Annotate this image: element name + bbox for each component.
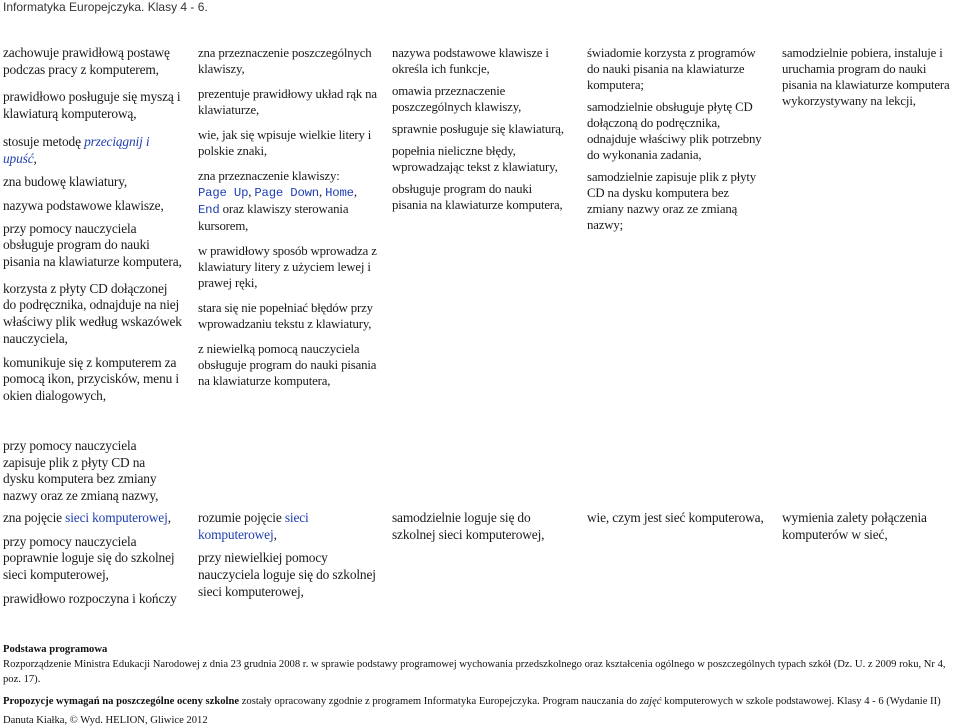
req-text: zna przeznaczenie poszczególnych klawiszy, (198, 46, 372, 76)
req-text: samodzielnie loguje się do szkolnej sieci komputerowej, (392, 510, 545, 542)
row1-col5 (782, 45, 960, 120)
req-text: omawia przeznaczenie poszczególnych klawiszy, (392, 84, 522, 114)
row1-col1b (3, 438, 178, 516)
key-name: End (198, 203, 220, 217)
term-link: przeciągnij i upuść (3, 133, 150, 166)
proposal-line: Propozycje wymagań na poszczególne oceny szkolne zostały opracowany zgodnie z programem Informatyka Europejczyka. Program nauczania do zajęć komputerowych w szkole podstawowej. Klasy 4 - 6 (Wydanie II) (3, 696, 941, 707)
basis-text: Rozporządzenie Ministra Edukacji Narodowej z dnia 23 grudnia 2008 r. w sprawie podstawy programowej wychowania przedszkolnego oraz kształcenia ogólnego w poszczególnych typach szkół (Dz. U. z 2009 roku, Nr 4, poz. 17). (3, 659, 946, 685)
req-text: komunikuje się z komputerem za pomocą ikon, przycisków, menu i okien dialogowych, (3, 354, 179, 403)
term-link: sieci komputerowej (65, 510, 168, 525)
req-text: wie, czym jest sieć komputerowa, (587, 510, 764, 525)
req-text: nazywa podstawowe klawisze i określa ich funkcje, (392, 46, 549, 76)
document-header: Informatyka Europejczyka. Klasy 4 - 6. (3, 0, 208, 14)
row2-col4 (587, 510, 767, 538)
key-name: Page Down (254, 186, 319, 200)
req-text: samodzielnie obsługuje płytę CD dołączoną do podręcznika, odnajduje właściwy plik potrzebny do wykonania zadania, (587, 100, 762, 162)
req-text: zna budowę klawiatury, (3, 174, 128, 190)
req-text: nazywa podstawowe klawisze, (3, 197, 164, 213)
row1-col4 (587, 45, 765, 244)
req-text: stara się nie popełniać błędów przy wprowadzaniu tekstu z klawiatury, (198, 301, 373, 331)
req-text: w prawidłowy sposób wprowadza z klawiatury litery z użyciem lewej i prawej ręki, (198, 244, 377, 290)
req-text: zachowuje prawidłową postawę podczas pracy z komputerem, (3, 45, 170, 77)
req-text: przy pomocy nauczyciela zapisuje plik z płyty CD na dysku komputera bez zmiany nazwy oraz ze zmianą nazwy, (3, 438, 159, 504)
req-text: samodzielnie pobiera, instaluje i uruchamia program do nauki pisania na klawiaturze komputera wykorzystywany na lekcji, (782, 46, 950, 108)
row2-col5 (782, 510, 960, 554)
row1-col2 (198, 45, 378, 400)
footer (3, 642, 959, 728)
basis-title: Podstawa programowa (3, 644, 108, 655)
req-text: z niewielką pomocą nauczyciela obsługuje program do nauki pisania na klawiaturze komputera, (198, 342, 377, 388)
row1-col1 (3, 45, 183, 416)
req-text: prawidłowo rozpoczyna i kończy (3, 590, 177, 606)
req-text: korzysta z płyty CD dołączonej do podręcznika, odnajduje na niej właściwy plik według wskazówek nauczyciela, (3, 280, 182, 346)
req-text: popełnia nieliczne błędy, wprowadzając tekst z klawiatury, (392, 144, 558, 174)
req-text: wie, jak się wpisuje wielkie litery i polskie znaki, (198, 128, 372, 158)
term-link: sieci komputerowej (198, 510, 309, 542)
req-text: stosuje metodę przeciągnij i upuść, (3, 133, 150, 166)
row2-col1 (3, 510, 188, 619)
req-text: rozumie pojęcie sieci komputerowej, (198, 510, 309, 542)
req-text: sprawnie posługuje się klawiaturą, (392, 122, 564, 136)
key-name: Page Up (198, 186, 249, 200)
req-text: wymienia zalety połączenia komputerów w sieć, (782, 510, 927, 542)
req-text: prezentuje prawidłowy układ rąk na klawiaturze, (198, 87, 377, 117)
key-name: Home (325, 186, 354, 200)
row2-col2 (198, 510, 378, 612)
req-text: świadomie korzysta z programów do nauki pisania na klawiaturze komputera; (587, 46, 756, 92)
req-text: zna pojęcie sieci komputerowej, (3, 510, 171, 525)
row1-col3 (392, 45, 570, 224)
req-text: przy pomocy nauczyciela obsługuje program do nauki pisania na klawiaturze komputera, (3, 220, 182, 270)
req-text: przy pomocy nauczyciela poprawnie loguje się do szkolnej sieci komputerowej, (3, 533, 175, 583)
req-text: zna przeznaczenie klawiszy: Page Up, Page Down, Home, End oraz klawiszy sterowania kursorem, (198, 169, 357, 233)
req-text: prawidłowo posługuje się myszą i klawiaturą komputerową, (3, 89, 181, 122)
req-text: samodzielnie zapisuje plik z płyty CD na dysku komputera bez zmiany nazwy oraz ze zmianą nazwy; (587, 170, 757, 232)
row2-col3 (392, 510, 572, 554)
author-line: Danuta Kiałka, © Wyd. HELION, Gliwice 2012 (3, 715, 208, 726)
req-text: przy niewielkiej pomocy nauczyciela loguje się do szkolnej sieci komputerowej, (198, 550, 376, 599)
req-text: obsługuje program do nauki pisania na klawiaturze komputera, (392, 182, 563, 212)
